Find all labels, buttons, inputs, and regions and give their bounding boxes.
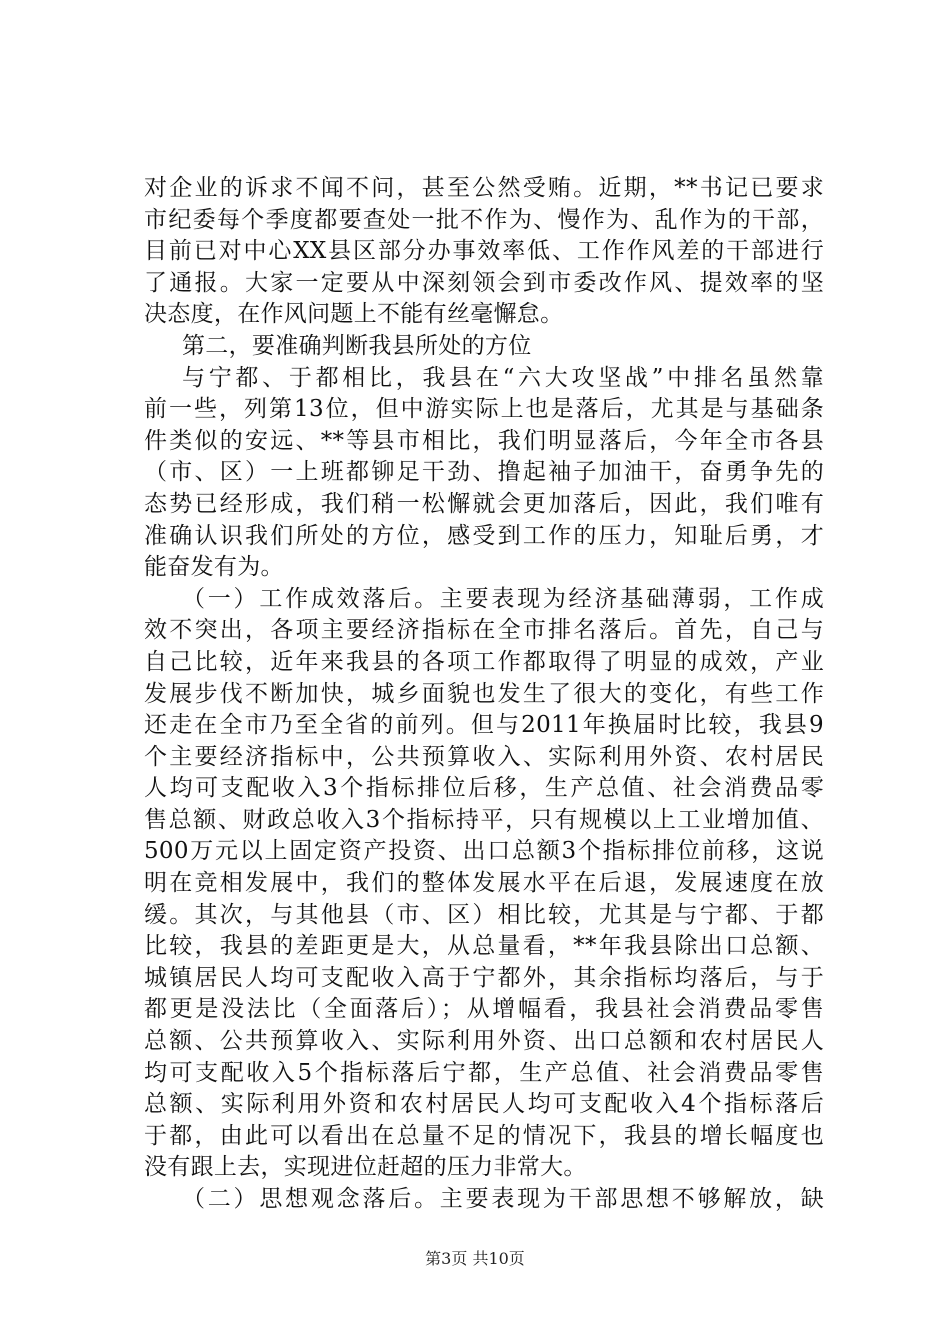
paragraph-line: （市、区）一上班都铆足干劲、撸起袖子加油干，奋勇争先的	[144, 459, 824, 486]
paragraph-line: 前一些，列第13位，但中游实际上也是落后，尤其是与基础条	[144, 396, 824, 423]
paragraph-line: 总额、公共预算收入、实际利用外资、出口总额和农村居民人	[144, 1028, 824, 1055]
paragraph-line: 都更是没法比（全面落后）；从增幅看，我县社会消费品零售	[144, 996, 824, 1023]
document-body	[144, 173, 824, 1216]
paragraph-line: 明在竞相发展中，我们的整体发展水平在后退，发展速度在放	[144, 870, 824, 897]
paragraph-line: 能奋发有为。	[144, 554, 284, 581]
paragraph-line: 城镇居民人均可支配收入高于宁都外，其余指标均落后，与于	[144, 964, 824, 991]
paragraph-line: 比较，我县的差距更是大，从总量看，**年我县除出口总额、	[144, 933, 824, 960]
paragraph-line: 发展步伐不断加快，城乡面貌也发生了很大的变化，有些工作	[144, 680, 824, 707]
paragraph-line: 件类似的安远、**等县市相比，我们明显落后，今年全市各县	[144, 427, 824, 454]
paragraph-line: 售总额、财政总收入3个指标持平，只有规模以上工业增加值、	[144, 806, 824, 833]
section-heading: 第二，要准确判断我县所处的方位	[182, 332, 532, 359]
paragraph-line: 对企业的诉求不闻不问，甚至公然受贿。近期，**书记已要求	[144, 175, 824, 201]
paragraph-line: 自己比较，近年来我县的各项工作都取得了明显的成效，产业	[144, 648, 824, 675]
paragraph-line: 市纪委每个季度都要查处一批不作为、慢作为、乱作为的干部，	[144, 206, 824, 233]
paragraph-line: 了通报。大家一定要从中深刻领会到市委改作风、提效率的坚	[144, 269, 824, 296]
paragraph-line: 人均可支配收入3个指标排位后移，生产总值、社会消费品零	[144, 775, 824, 802]
paragraph-line: 于都，由此可以看出在总量不足的情况下，我县的增长幅度也	[144, 1122, 824, 1149]
paragraph-line: 总额、实际利用外资和农村居民人均可支配收入4个指标落后	[144, 1091, 824, 1118]
page-number-footer: 第3页 共10页	[425, 1249, 525, 1268]
paragraph-line: （二）思想观念落后。主要表现为干部思想不够解放，缺	[182, 1186, 824, 1212]
paragraph-line: 均可支配收入5个指标落后宁都，生产总值、社会消费品零售	[144, 1059, 824, 1086]
paragraph-line: 500万元以上固定资产投资、出口总额3个指标排位前移，这说	[144, 838, 824, 865]
paragraph-line: 缓。其次，与其他县（市、区）相比较，尤其是与宁都、于都	[144, 901, 824, 928]
paragraph-line: 目前已对中心XX县区部分办事效率低、工作作风差的干部进行	[144, 238, 824, 265]
paragraph-line: 态势已经形成，我们稍一松懈就会更加落后，因此，我们唯有	[144, 490, 824, 517]
paragraph-line: 决态度，在作风问题上不能有丝毫懈怠。	[144, 301, 564, 328]
paragraph-line: 与宁都、于都相比，我县在“六大攻坚战”中排名虽然靠	[182, 364, 824, 391]
paragraph-line: 准确认识我们所处的方位，感受到工作的压力，知耻后勇，才	[144, 522, 824, 549]
paragraph-line: 效不突出，各项主要经济指标在全市排名落后。首先，自己与	[144, 617, 824, 644]
paragraph-line: 没有跟上去，实现进位赶超的压力非常大。	[144, 1154, 587, 1181]
paragraph-line: 个主要经济指标中，公共预算收入、实际利用外资、农村居民	[144, 743, 824, 770]
paragraph-line: 还走在全市乃至全省的前列。但与2011年换届时比较，我县9	[144, 712, 824, 739]
paragraph-line: （一）工作成效落后。主要表现为经济基础薄弱，工作成	[182, 585, 824, 612]
